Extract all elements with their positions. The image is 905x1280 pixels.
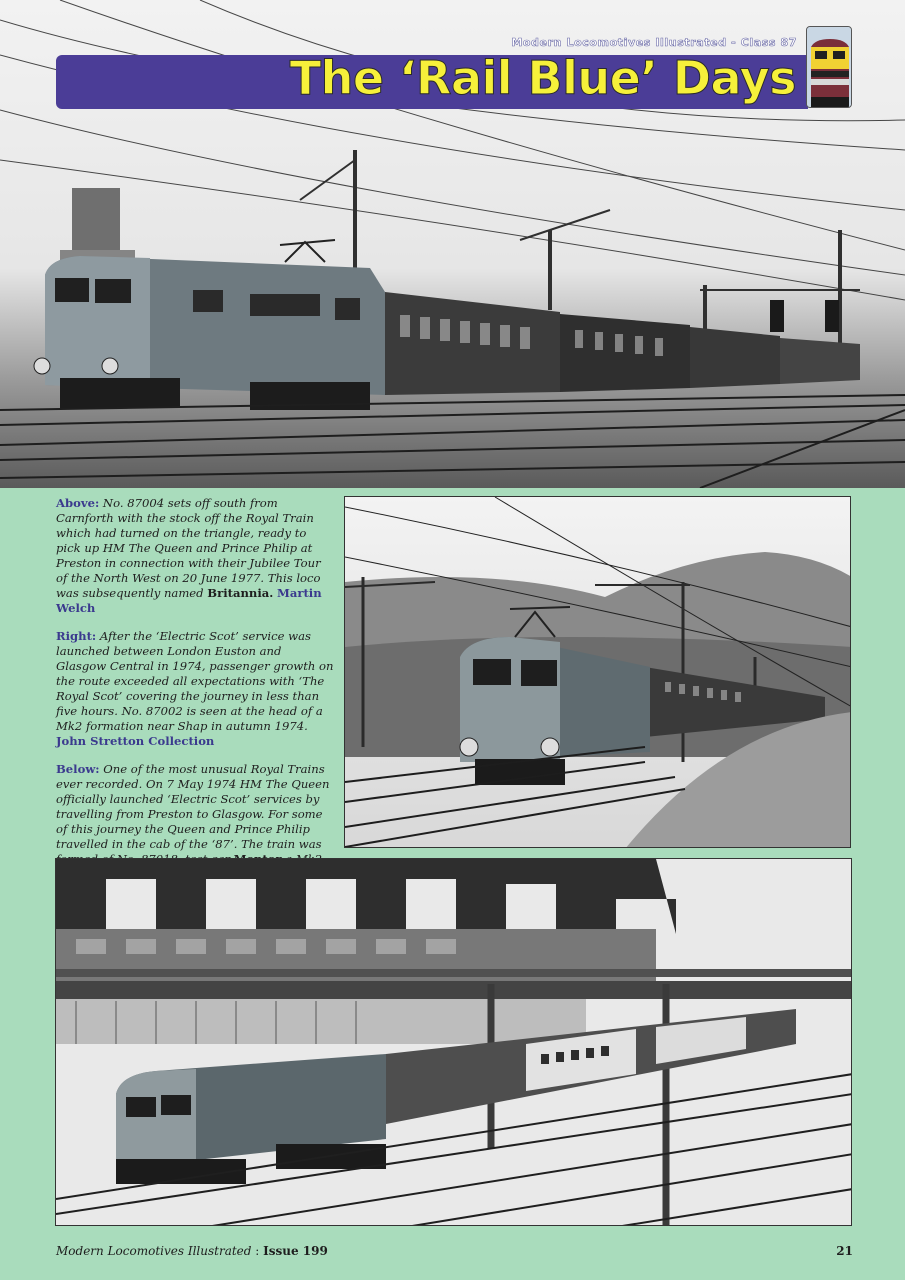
loco-name: Britannia. xyxy=(207,586,274,600)
caption-above xyxy=(56,496,334,616)
page-number: 21 xyxy=(836,1244,853,1258)
footer-magazine-title: Modern Locomotives Illustrated xyxy=(56,1244,252,1258)
series-heading: Modern Locomotives Illustrated - Class 87 xyxy=(511,36,797,49)
caption-text: No. 87004 sets off south from Carnforth with the stock off the Royal Train which had turned on the triangle, ready to pick up HM The Queen and Prince Philip at Preston in connection with their Jubilee Tour of the North West on 20 June 1977. This loco was subsequently named xyxy=(56,496,321,600)
header-thumbnail-loco xyxy=(806,26,852,108)
photo-bottom-royal-train-carlisle xyxy=(55,858,852,1226)
caption-label: Right: xyxy=(56,629,97,643)
photo-right-illustration xyxy=(345,497,851,848)
footer-magazine-issue xyxy=(56,1244,328,1258)
title-band xyxy=(56,51,808,109)
thumbnail-illustration xyxy=(807,27,852,108)
footer-issue: Issue 199 xyxy=(263,1244,328,1258)
photo-bottom-illustration xyxy=(56,859,852,1226)
caption-label: Below: xyxy=(56,762,100,776)
footer-separator: : xyxy=(251,1244,264,1258)
photo-credit: John Stretton Collection xyxy=(56,734,215,748)
page-title: The ‘Rail Blue’ Days xyxy=(289,51,796,105)
caption-text: After the ‘Electric Scot’ service was launched between London Euston and Glasgow Central in 1974, passenger growth on the route exceeded all expectations with ‘The Royal Scot’ covering the journey in less than five hours. No. 87002 is seen at the head of a Mk2 formation near Shap in autumn 1974. xyxy=(56,629,334,733)
caption-text: One of the most unusual Royal Trains ever recorded. On 7 May 1974 HM The Queen officially launched ‘Electric Scot’ services by travelling from Preston to Glasgow. For some of this journey the Queen and Prince Philip travelled in the cab of the ‘87’. The train was xyxy=(56,762,330,851)
photo-right-loco-87002-shap xyxy=(344,496,851,848)
photo-credit: Martin Welch xyxy=(56,586,322,615)
caption-right xyxy=(56,629,334,749)
caption-label: Above: xyxy=(56,496,100,510)
